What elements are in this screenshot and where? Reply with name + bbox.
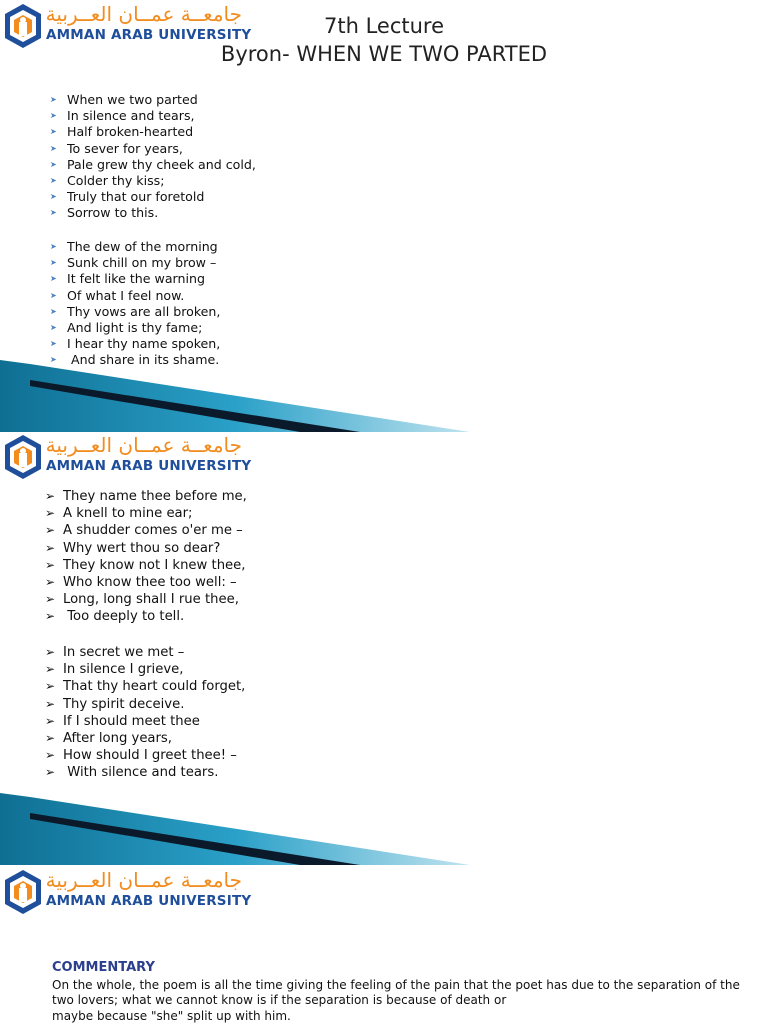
arrow-bullet-icon: ➤ (50, 159, 57, 169)
arrow-bullet-icon: ➤ (50, 143, 57, 153)
stanza-2-list (50, 239, 220, 369)
list-item: ➢ They know not I knew thee, (45, 557, 246, 573)
list-item: ➤ To sever for years, (50, 140, 183, 156)
list-item: ➢ Too deeply to tell. (45, 609, 185, 625)
university-name: AMMAN ARAB UNIVERSITY (46, 893, 252, 909)
poem-title: Byron- WHEN WE TWO PARTED (220, 42, 548, 66)
arrow-bullet-icon: ➤ (50, 176, 57, 186)
list-item: ➢ Thy spirit deceive. (45, 696, 185, 712)
list-item: ➢ They name thee before me, (45, 489, 247, 504)
list-item: ➤ Thy vows are all broken, (50, 303, 221, 319)
list-item: ➤ Pale grew thy cheek and cold, (50, 156, 256, 172)
arrow-bullet-icon: ➤ (50, 192, 57, 202)
arrow-bullet-icon: ➤ (50, 111, 57, 121)
arrow-bullet-icon: ➢ (45, 557, 56, 572)
arrow-bullet-icon: ➢ (45, 696, 56, 711)
arrow-bullet-icon: ➢ (45, 540, 56, 555)
arrow-bullet-icon: ➤ (50, 258, 57, 268)
arrow-bullet-icon: ➢ (45, 765, 56, 780)
list-item: ➤ Colder thy kiss; (50, 173, 165, 189)
arrow-bullet-icon: ➤ (50, 290, 57, 300)
stanza-1-list (50, 92, 256, 222)
list-item: ➢ In secret we met – (45, 645, 185, 660)
list-item: ➤ Of what I feel now. (50, 287, 185, 303)
list-item: ➤ And share in its shame. (50, 352, 220, 368)
arrow-bullet-icon: ➢ (45, 645, 56, 659)
list-item: ➤ Sunk chill on my brow – (50, 255, 217, 271)
arrow-bullet-icon: ➢ (45, 662, 56, 677)
arrow-bullet-icon: ➤ (50, 339, 57, 349)
list-item: ➢ With silence and tears. (45, 765, 219, 781)
arrow-bullet-icon: ➢ (45, 609, 56, 624)
list-item: ➢ Why wert thou so dear? (45, 540, 221, 556)
university-emblem-icon (2, 868, 44, 916)
list-item: ➤ It felt like the warning (50, 271, 205, 287)
arrow-bullet-icon: ➢ (45, 592, 56, 607)
list-item: ➢ Long, long shall I rue thee, (45, 592, 239, 608)
university-logo (2, 868, 252, 916)
commentary-body (52, 978, 742, 1024)
footer-decoration (0, 360, 470, 432)
list-item: ➤ And light is thy fame; (50, 320, 203, 336)
arrow-bullet-icon: ➢ (45, 679, 56, 694)
commentary-heading: COMMENTARY (52, 960, 155, 975)
university-name-arabic: جامعــة عمــان العــربية (45, 868, 242, 892)
university-logo (2, 433, 252, 481)
list-item: ➢ After long years, (45, 731, 172, 747)
list-item: ➢ If I should meet thee (45, 713, 200, 729)
list-item: ➢ Who know thee too well: – (45, 575, 237, 591)
commentary-paragraph: On the whole, the poem is all the time giving the feeling of the pain that the poet has due to the separation of the two lovers; what we cannot know is if the separation is because of death or (52, 978, 740, 1007)
list-item: ➤ Half broken-hearted (50, 124, 194, 140)
commentary-paragraph: maybe because "she" split up with him. (52, 1009, 291, 1023)
arrow-bullet-icon: ➢ (45, 731, 56, 746)
list-item: ➤ Sorrow to this. (50, 205, 159, 221)
arrow-bullet-icon: ➢ (45, 713, 56, 728)
stanza-3-list (45, 488, 247, 626)
arrow-bullet-icon: ➤ (50, 127, 57, 137)
university-name-arabic: جامعــة عمــان العــربية (45, 2, 242, 26)
slide-1 (0, 0, 768, 432)
lecture-title: 7th Lecture (323, 14, 444, 38)
arrow-bullet-icon: ➢ (45, 489, 56, 503)
list-item: ➢ A knell to mine ear; (45, 506, 193, 522)
list-item: ➤ The dew of the morning (50, 239, 218, 254)
arrow-bullet-icon: ➤ (50, 208, 57, 218)
list-item: ➤ Truly that our foretold (50, 189, 205, 205)
arrow-bullet-icon: ➢ (45, 523, 56, 538)
university-name-arabic: جامعــة عمــان العــربية (45, 433, 242, 457)
footer-decoration (0, 793, 470, 865)
slide-3 (0, 866, 768, 1024)
university-emblem-icon (2, 433, 44, 481)
arrow-bullet-icon: ➤ (50, 274, 57, 284)
arrow-bullet-icon: ➤ (50, 95, 57, 104)
university-name: AMMAN ARAB UNIVERSITY (46, 27, 252, 43)
arrow-bullet-icon: ➤ (50, 242, 57, 251)
arrow-bullet-icon: ➢ (45, 575, 56, 590)
arrow-bullet-icon: ➢ (45, 506, 56, 521)
arrow-bullet-icon: ➢ (45, 748, 56, 763)
arrow-bullet-icon: ➤ (50, 355, 57, 365)
list-item: ➤ When we two parted (50, 92, 198, 107)
stanza-4-list (45, 644, 245, 782)
arrow-bullet-icon: ➤ (50, 306, 57, 316)
university-name: AMMAN ARAB UNIVERSITY (46, 458, 252, 474)
list-item: ➤ I hear thy name spoken, (50, 336, 221, 352)
arrow-bullet-icon: ➤ (50, 323, 57, 333)
list-item: ➤ In silence and tears, (50, 108, 195, 124)
list-item: ➢ In silence I grieve, (45, 662, 184, 678)
slide-2 (0, 433, 768, 865)
list-item: ➢ How should I greet thee! – (45, 748, 237, 764)
list-item: ➢ That thy heart could forget, (45, 679, 246, 695)
list-item: ➢ A shudder comes o'er me – (45, 523, 243, 539)
